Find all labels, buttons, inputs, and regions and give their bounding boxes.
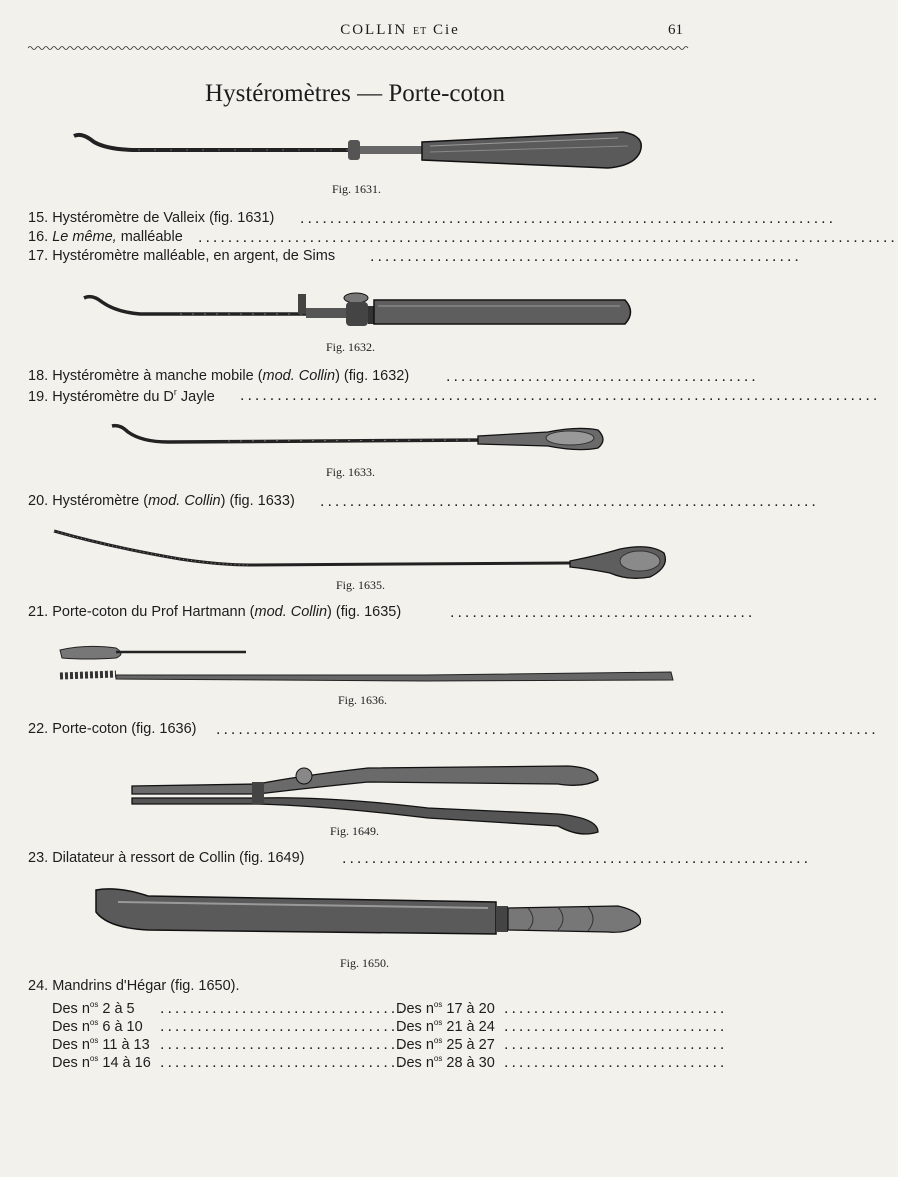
mandrins-row xyxy=(396,1018,495,1035)
row-prefix: Des n xyxy=(52,1054,90,1071)
dot-leader: ......................................................................................... xyxy=(216,721,879,738)
illustration-hysterometre-valleix xyxy=(68,128,648,174)
item-description: ) (fig. 1632) xyxy=(335,368,410,384)
catalog-item-16 xyxy=(28,229,183,245)
publisher-cie: Cie xyxy=(432,22,460,38)
item-description: Dilatateur à ressort de Collin (fig. 1649) xyxy=(52,850,305,866)
dot-leader: ................................. xyxy=(160,1018,406,1035)
item-number: 24. xyxy=(28,978,49,994)
dot-leader: .............................. xyxy=(504,1036,728,1053)
mandrins-row xyxy=(396,1000,495,1017)
dot-leader: ............................................................... xyxy=(342,850,812,867)
item-description-italic: mod. Collin xyxy=(148,493,221,509)
page-title: Hystéromètres — Porte-coton xyxy=(205,80,505,107)
catalog-item-23 xyxy=(28,850,304,866)
catalog-item-15 xyxy=(28,210,274,226)
dot-leader: .......................................................... xyxy=(370,248,802,265)
item-description: Hystéromètre du D xyxy=(52,388,174,405)
header-rule xyxy=(28,44,688,52)
row-prefix: Des n xyxy=(396,1054,434,1071)
item-number: 19. xyxy=(28,388,49,405)
row-range: 2 à 5 xyxy=(102,1000,135,1017)
figure-caption-1650: Fig. 1650. xyxy=(340,956,390,970)
catalog-item-18 xyxy=(28,368,409,384)
item-description-italic: Le même, xyxy=(52,229,117,245)
item-description-sup: r xyxy=(173,387,177,397)
dot-leader: ................................. xyxy=(160,1000,406,1017)
item-number: 18. xyxy=(28,368,49,384)
illustration-hysterometre-collin xyxy=(108,418,608,454)
row-range: 28 à 30 xyxy=(446,1054,495,1071)
item-number: 23. xyxy=(28,850,49,866)
publisher-name: COLLIN xyxy=(340,22,408,38)
item-description: Porte-coton du Prof Hartmann ( xyxy=(52,604,255,620)
dot-leader: .............................. xyxy=(504,1018,728,1035)
page-number: 61 xyxy=(668,22,683,38)
row-prefix-sup: os xyxy=(433,1054,443,1063)
row-prefix-sup: os xyxy=(89,1000,99,1009)
illustration-mandrin-hegar xyxy=(88,882,648,946)
illustration-hysterometre-manche-mobile xyxy=(80,288,640,330)
row-prefix-sup: os xyxy=(433,1036,443,1045)
row-range: 25 à 27 xyxy=(446,1036,495,1053)
row-range: 6 à 10 xyxy=(102,1018,143,1035)
illustration-porte-coton-hartmann xyxy=(50,525,670,585)
catalog-item-17 xyxy=(28,248,335,264)
row-range: 21 à 24 xyxy=(446,1018,495,1035)
mandrins-row xyxy=(396,1054,495,1071)
row-prefix-sup: os xyxy=(89,1054,99,1063)
catalog-item-19 xyxy=(28,387,215,405)
row-prefix-sup: os xyxy=(89,1036,99,1045)
mandrins-row xyxy=(52,1054,151,1071)
dot-leader: ................................. xyxy=(160,1036,406,1053)
row-prefix-sup: os xyxy=(433,1018,443,1027)
mandrins-row xyxy=(52,1018,143,1035)
row-range: 14 à 16 xyxy=(102,1054,151,1071)
row-prefix: Des n xyxy=(396,1000,434,1017)
item-description: Jayle xyxy=(176,388,215,405)
mandrins-row xyxy=(52,1036,150,1053)
figure-caption-1631: Fig. 1631. xyxy=(332,182,382,196)
item-number: 16. xyxy=(28,229,49,245)
dot-leader: .............................. xyxy=(504,1054,728,1071)
illustration-porte-coton xyxy=(56,640,680,688)
item-description: Hystéromètre de Valleix (fig. 1631) xyxy=(52,210,275,226)
row-prefix-sup: os xyxy=(89,1018,99,1027)
item-number: 20. xyxy=(28,493,49,509)
figure-caption-1636: Fig. 1636. xyxy=(338,693,388,707)
dot-leader: .......................................... xyxy=(446,368,759,385)
figure-caption-1632: Fig. 1632. xyxy=(326,340,376,354)
item-number: 22. xyxy=(28,721,49,737)
item-number: 21. xyxy=(28,604,49,620)
item-description: ) (fig. 1633) xyxy=(220,493,295,509)
item-description-italic: mod. Collin xyxy=(254,604,328,620)
item-number: 17. xyxy=(28,248,49,264)
catalog-item-21 xyxy=(28,604,401,620)
item-description: Hystéromètre à manche mobile ( xyxy=(52,368,263,384)
catalog-item-22 xyxy=(28,721,196,737)
item-description-italic: mod. Collin xyxy=(262,368,336,384)
row-prefix: Des n xyxy=(396,1018,434,1035)
dot-leader: ................................................................... xyxy=(320,493,819,510)
mandrins-row xyxy=(52,1000,135,1017)
figure-caption-1635: Fig. 1635. xyxy=(336,578,386,592)
item-number: 15. xyxy=(28,210,49,226)
publisher-et: ET xyxy=(412,26,428,37)
row-prefix: Des n xyxy=(396,1036,434,1053)
figure-caption-1649: Fig. 1649. xyxy=(330,824,380,838)
item-description: Hystéromètre malléable, en argent, de Sims xyxy=(52,248,336,264)
item-description: Hystéromètre ( xyxy=(52,493,149,509)
row-prefix: Des n xyxy=(52,1000,90,1017)
mandrins-row xyxy=(396,1036,495,1053)
dot-leader: .............................................................................................. xyxy=(198,229,898,246)
item-description: Porte-coton (fig. 1636) xyxy=(52,721,197,737)
item-description: ) (fig. 1635) xyxy=(327,604,402,620)
row-prefix-sup: os xyxy=(433,1000,443,1009)
row-prefix: Des n xyxy=(52,1036,90,1053)
catalog-item-24 xyxy=(28,978,240,994)
item-description: Mandrins d'Hégar (fig. 1650). xyxy=(52,978,240,994)
figure-caption-1633: Fig. 1633. xyxy=(326,465,376,479)
item-description: malléable xyxy=(116,229,183,245)
dot-leader: .............................. xyxy=(504,1000,728,1017)
dot-leader: ........................................................................ xyxy=(300,210,837,227)
catalog-item-20 xyxy=(28,493,295,509)
row-range: 17 à 20 xyxy=(446,1000,495,1017)
dot-leader: ................................. xyxy=(160,1054,406,1071)
dot-leader: ...................................................................................... xyxy=(240,387,881,404)
dot-leader: ......................................... xyxy=(450,604,756,621)
row-range: 11 à 13 xyxy=(102,1036,150,1053)
row-prefix: Des n xyxy=(52,1018,90,1035)
